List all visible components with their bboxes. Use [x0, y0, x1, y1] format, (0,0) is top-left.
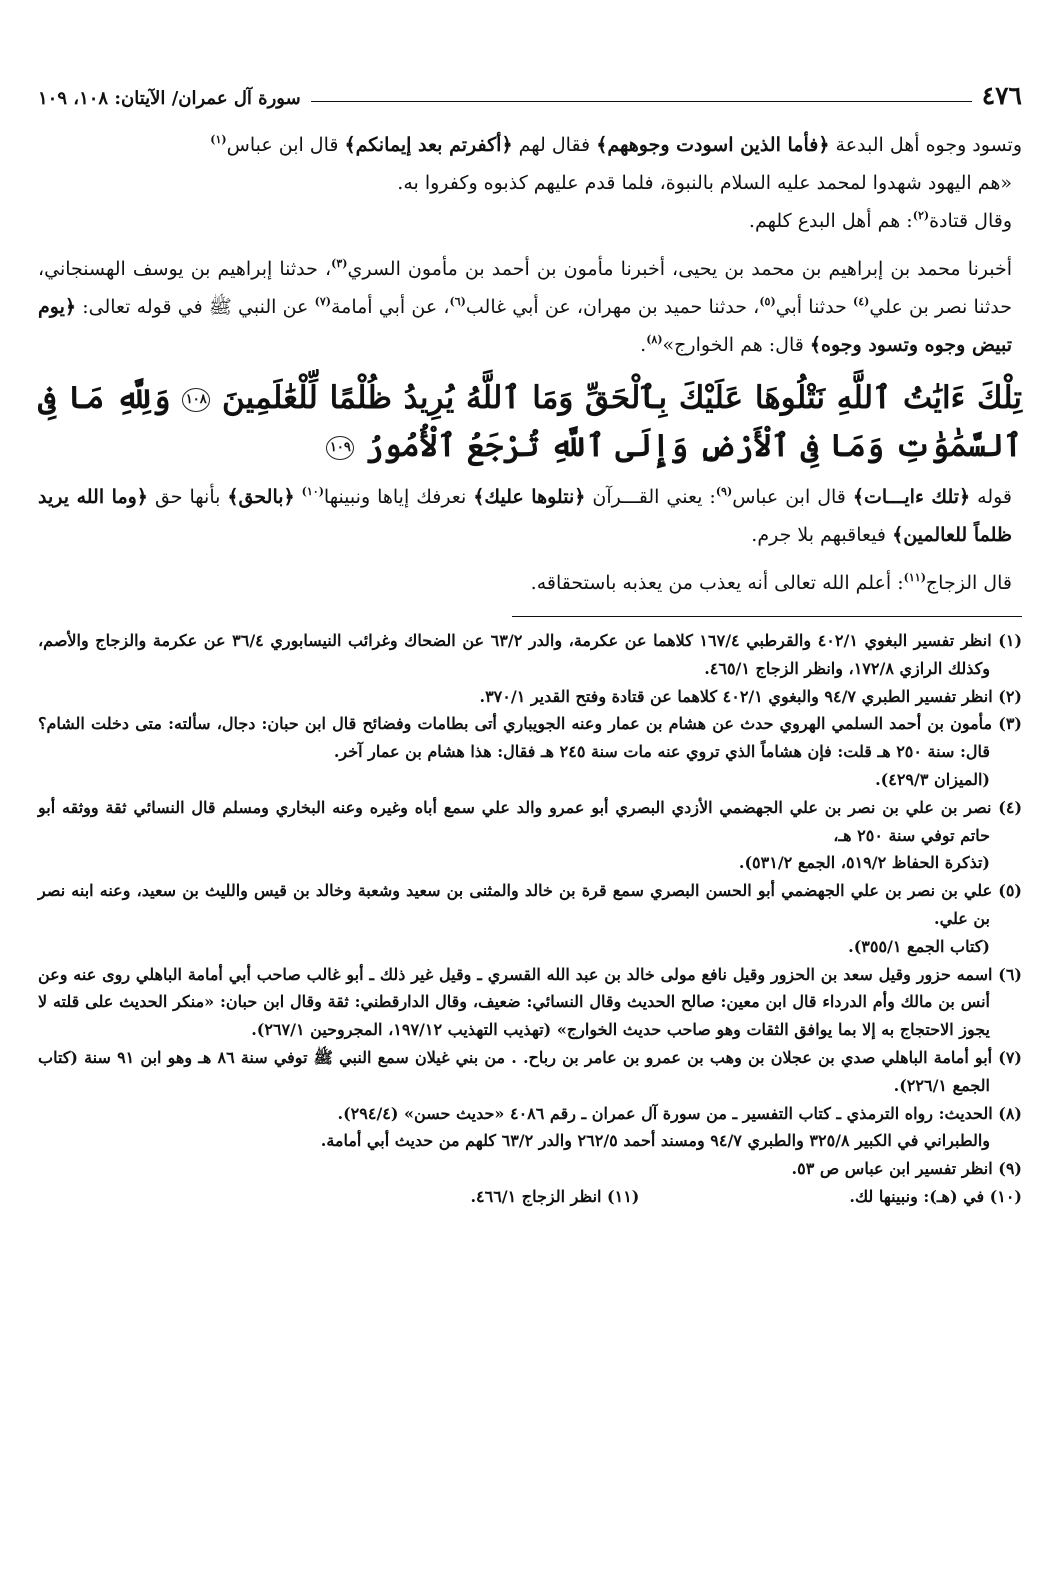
footnote-ref[interactable]: (١٠): [301, 485, 324, 498]
text: قال ابن عباس: [732, 486, 846, 508]
quran-quote: ﴿يوم تبيض وجوه وتسود وجوه﴾: [38, 296, 1012, 356]
main-text: [38, 126, 1022, 602]
text: فقال لهم: [518, 134, 591, 156]
footnote-ref[interactable]: (٢): [912, 209, 930, 222]
quran-quote: ﴿نتلوها عليك﴾: [473, 486, 586, 508]
text: عن النبي ﷺ في قوله تعالى:: [82, 296, 309, 318]
footnote-text: سنة (كتاب الجمع ٢٢٦/١).: [38, 1047, 990, 1095]
footnote-text: دخلت الشام؟ قال: سنة ٢٥٠ هـ قلت: فإن هشاماً الذي تروي عنه مات سنة ٢٤٥ هـ فقال: هذا هشام بن عمار آخر.: [38, 714, 990, 762]
footnote: [38, 961, 1022, 1044]
footnote-text: (٢) انظر تفسير الطبري ٩٤/٧ والبغوي ٤٠٢/١ كلاهما عن قتادة وفتح القدير ٣٧٠/١.: [479, 686, 1022, 706]
paragraph: [38, 250, 1022, 364]
footnote: [38, 1044, 1022, 1100]
paragraph: [38, 202, 1022, 240]
quran-quote: ﴿فأما الذين اسودت وجوههم﴾: [596, 134, 830, 156]
footnote-text: المجروحين ٢٦٧/١).: [251, 1020, 383, 1040]
footnote-ref[interactable]: (٦): [449, 295, 466, 308]
text: : هم أهل البدع كلهم.: [748, 210, 913, 232]
footnote-text: (١١) انظر الزجاج ٤٦٦/١.: [470, 1186, 640, 1206]
text: يوسف الهسنجاني، حدثنا نصر بن علي: [38, 258, 1012, 318]
text: ، حدثنا إبراهيم بن: [190, 258, 332, 280]
verse-text: تِلْكَ ءَايَٰتُ ٱللَّهِ نَتْلُوهَا عَلَيْكَ بِٱلْحَقِّ وَمَا ٱللَّهُ يُرِيدُ ظُلْمًا لِّلْعَٰلَمِينَ: [222, 380, 1022, 416]
running-title: سورة آل عمران/ الآيتان: ١٠٨، ١٠٩: [38, 88, 301, 109]
text: .: [640, 334, 647, 356]
paragraph: [38, 478, 1022, 554]
text: وقال قتادة: [929, 210, 1012, 232]
footnote-text: «منكر الحديث على قلته لا يجوز الاحتجاج به إلا بما يوافق الثقات وهو صاحب حديث الخوارج» (تهذيب التهذيب ١٩٧/١٢،: [38, 992, 990, 1040]
text: : أعلم الله تعالى أنه يعذب من يعذبه باستحقاقه.: [530, 572, 904, 594]
footnote-text: ووثقه أبو حاتم توفي سنة ٢٥٠ هـ،: [38, 797, 990, 845]
footnote-text: عنه وعن أنس بن مالك وأم الدرداء قال ابن معين: صالح الحديث وقال النسائي: ضعيف، وقال الدارقطني: ثقة وقال ابن حبان:: [38, 964, 990, 1012]
text: «هم اليهود شهدوا لمحمد عليه السلام بالنبوة، فلما قدم عليهم كذبوه وكفروا به.: [397, 172, 1012, 194]
text: ، حدثنا حميد بن مهران، عن أبي غالب: [465, 296, 760, 318]
text: أخبرنا محمد بن إبراهيم بن محمد بن يحيى، أخبرنا مأمون بن أحمد بن مأمون السري: [347, 258, 1013, 280]
paragraph: [38, 564, 1022, 602]
quran-quote: ﴿وما الله يريد ظلماً للعالمين﴾: [38, 486, 1012, 546]
footnote-ref[interactable]: (١١): [903, 571, 926, 584]
ayah-number-marker: ١٠٨: [182, 388, 210, 412]
quran-quote: ﴿تلك ءايـــات﴾: [852, 486, 971, 508]
text: نعرفك إياها ونبينها: [323, 486, 467, 508]
quran-quote: ﴿أكفرتم بعد إيمانكم﴾: [344, 134, 513, 156]
footnote-row: [38, 1183, 1022, 1211]
ayah-number-marker: ١٠٩: [326, 436, 354, 460]
page-header: [38, 82, 1022, 108]
text: : يعني القـــرآن: [592, 486, 716, 508]
text: قال ابن عباس: [226, 134, 339, 156]
footnote-source: (تذكرة الحفاظ ٥١٩/٢، الجمع ٥٣١/٢).: [738, 853, 990, 873]
paragraph: [38, 126, 1022, 164]
footnote-separator: [512, 616, 1022, 617]
verse-text: وَلِلَّهِ مَا فِى ٱلسَّمَٰوَٰتِ وَمَا فِى ٱلْأَرْضِ وَإِلَى ٱللَّهِ تُرْجَعُ ٱلْأُمُورُ: [38, 380, 1022, 464]
header-rule: [311, 101, 972, 102]
text: قوله: [977, 486, 1013, 508]
paragraph: [38, 164, 1022, 202]
footnote: [38, 877, 1022, 933]
footnote-ref[interactable]: (٨): [646, 333, 663, 346]
footnote-text: (٥) علي بن نصر بن علي الجهضمي أبو الحسن البصري سمع قرة بن خالد والمثنى بن سعيد وشعبة وخالد بن قيس والليث بن سعيد، وعنه: [99, 881, 1022, 901]
footnote-text: (٦) اسمه حزور وقيل سعد بن الحزور وقيل نافع مولى خالد بن عبد الله القسري ـ وقيل غير ذلك ـ أبو غالب صاحب أبي أمامة الباهلي روى: [102, 964, 1022, 984]
footnote-text: والزجاج والأصم، وكذلك الرازي ١٧٢/٨، وانظر الزجاج ٤٦٥/١.: [38, 631, 990, 678]
footnote-ref[interactable]: (٥): [759, 295, 776, 308]
footnote-ref[interactable]: (٣): [331, 257, 348, 270]
footnote-text: (٣) مأمون بن أحمد السلمي الهروي حدث عن هشام بن عمار وعنه الجويباري أتى بطامات وفضائح قال ابن حبان: دجال، سألته: متى: [135, 714, 1022, 734]
footnote-text: (٨) الحديث: رواه الترمذي ـ كتاب التفسير ـ من سورة آل عمران ـ رقم ٤٠٨٦ «حديث حسن» (٢٩٤/٤).: [337, 1103, 1022, 1123]
text: قال: هم الخوارج»: [662, 334, 804, 356]
footnote-ref[interactable]: (٩): [715, 485, 733, 498]
footnote-ref[interactable]: (٧): [314, 295, 331, 308]
text: فيعاقبهم بلا جرم.: [751, 524, 887, 546]
text: ، عن أبي أمامة: [330, 296, 450, 318]
footnote-text: ابنه نصر بن علي.: [38, 881, 990, 928]
footnote-text: (٤) نصر بن علي بن نصر بن علي الجهضمي الأزدي البصري أبو عمرو والد علي سمع أباه وغيره وعنه البخاري ومسلم قال النسائي ثقة: [105, 797, 1023, 817]
footnote-source: (الميزان ٤٢٩/٣).: [875, 769, 990, 789]
text: وتسود وجوه أهل البدعة: [835, 134, 1022, 156]
footnote-text: (٧) أبو أمامة الباهلي صدي بن عجلان بن وهب بن عمرو بن عامر بن رباح. . من بني غيلان سمع النبي ﷺ توفي سنة ٨٦ هـ وهو ابن ٩١: [117, 1047, 1022, 1067]
footnote-source: (كتاب الجمع ٣٥٥/١).: [848, 936, 990, 956]
footnote: [38, 627, 1022, 683]
quran-verse: [38, 374, 1022, 470]
text: بأنها حق: [154, 486, 221, 508]
text: حدثنا أبي: [775, 296, 847, 318]
footnote: [38, 794, 1022, 850]
footnote-source: والطبراني في الكبير ٣٢٥/٨ والطبري ٩٤/٧ ومسند أحمد ٢٦٢/٥ والدر ٦٣/٢ كلهم من حديث أبي أمامة.: [320, 1131, 990, 1151]
footnote-text: (١) انظر تفسير البغوي ٤٠٢/١ والقرطبي ١٦٧/٤ كلاهما عن عكرمة، والدر ٦٣/٢ عن الضحاك وغرائب النيسابوري ٣٦/٤ عن عكرمة: [152, 631, 1023, 650]
footnotes: [38, 627, 1022, 1211]
text: قال الزجاج: [925, 572, 1012, 594]
footnote: [38, 683, 1022, 711]
page-number: ٤٧٦: [981, 81, 1022, 110]
footnote-text: (١٠) في (هـ): ونبينها لك.: [849, 1186, 1022, 1206]
footnote: [38, 1155, 1022, 1183]
quran-quote: ﴿بالحق﴾: [227, 486, 295, 508]
footnote: [38, 1100, 1022, 1128]
footnote-ref[interactable]: (١): [210, 133, 227, 146]
footnote-text: (٩) انظر تفسير ابن عباس ص ٥٣.: [791, 1159, 1022, 1179]
footnote: [38, 710, 1022, 766]
footnote-ref[interactable]: (٤): [853, 295, 870, 308]
